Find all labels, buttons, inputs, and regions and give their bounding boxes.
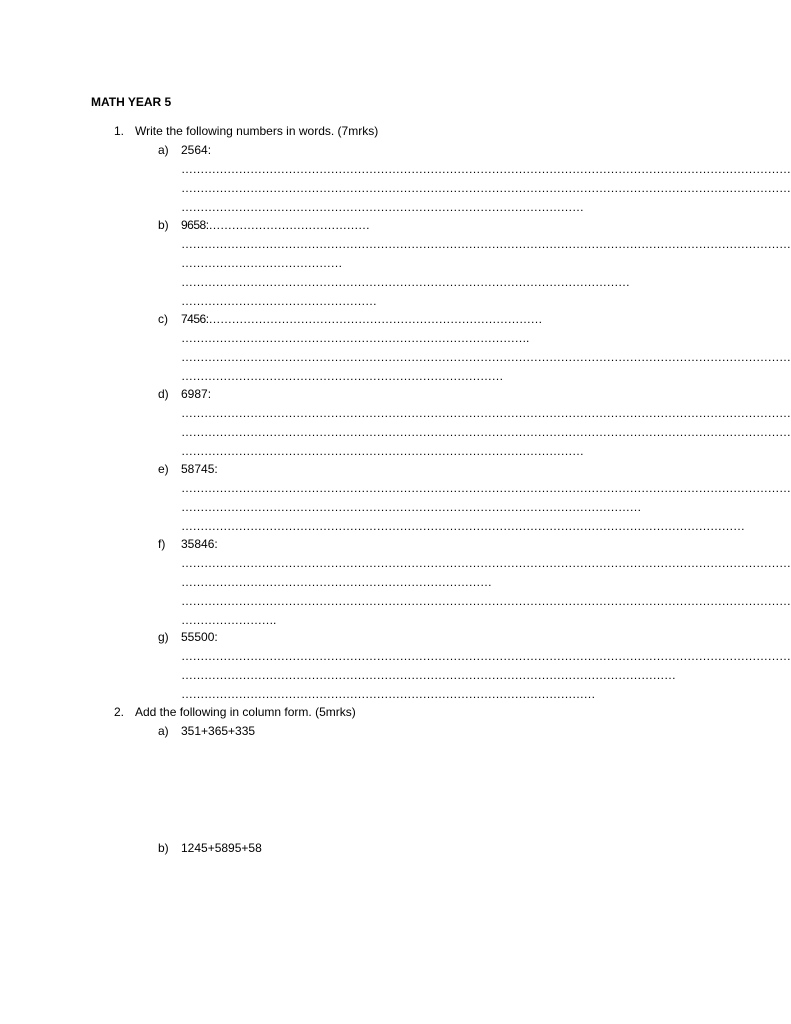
q1-number: 1.	[114, 124, 125, 138]
answer-line: ……………………………………………………………………………………………………………………………………………	[181, 556, 791, 570]
answer-line: ……………………………………………………………………………………………………………………………………………	[181, 481, 791, 495]
answer-line: ……………………………………………………………………………………………	[181, 444, 584, 458]
answer-line: ……………………………………………………………………………………………	[181, 200, 584, 214]
q1-text: Write the following numbers in words. (7mrks)	[135, 124, 379, 138]
q1-item-text: 7456:……………………………………………………………………………	[181, 312, 543, 326]
q1-item-label: d)	[158, 387, 169, 401]
answer-line: ……………………………………………………………………………………………………………………………………………	[181, 237, 791, 251]
q1-item-text: 58745:	[181, 462, 218, 476]
q1-item-label: a)	[158, 143, 169, 157]
q1-item-text: 2564:	[181, 143, 212, 157]
q2-item-label: a)	[158, 724, 169, 738]
answer-line: …………………………………………………………………………………………………………………	[181, 668, 676, 682]
q1-item-text: 35846:	[181, 537, 218, 551]
answer-line: ………………………………………………………………………………………………………	[181, 275, 630, 289]
q1-item-label: f)	[158, 537, 166, 551]
q1-item-text: 9658:……………………………………	[181, 218, 370, 232]
q1-item-label: c)	[158, 312, 168, 326]
q2-item-text: 1245+5895+58	[181, 841, 262, 855]
answer-line: ……………………………………………………………………………………………………………………………………………	[181, 594, 791, 608]
answer-line: ……………………………………………………………………………………………………………………………………………	[181, 406, 791, 420]
answer-line: ……………………………………………………………………………………………………………………………………………	[181, 425, 791, 439]
answer-line: …………………………………………………………………………………………………………………………………	[181, 519, 745, 533]
answer-line: ……………………………………	[181, 256, 342, 270]
q1-item-text: 55500:	[181, 630, 218, 644]
answer-line: …………………….	[181, 613, 276, 627]
answer-line: ……………………………………………	[181, 294, 377, 308]
q2-item-text: 351+365+335	[181, 724, 256, 738]
answer-line: ………………………………………………………………………	[181, 575, 492, 589]
answer-line: ……………………………………………………………………………………………………………………………………………	[181, 350, 791, 364]
answer-line: …………………………………………………………………………………………………………	[181, 500, 641, 514]
q1-item-text: 6987:	[181, 387, 212, 401]
answer-line: ……………………………………………………………………………….	[181, 331, 529, 345]
answer-line: …………………………………………………………………………	[181, 369, 503, 383]
q1-item-label: e)	[158, 462, 169, 476]
q2-number: 2.	[114, 705, 125, 719]
worksheet-title: MATH YEAR 5	[91, 95, 172, 109]
answer-line: ……………………………………………………………………………………………………………………………………………	[181, 649, 791, 663]
q2-text: Add the following in column form. (5mrks)	[135, 705, 356, 719]
q1-item-label: g)	[158, 630, 169, 644]
q1-item-label: b)	[158, 218, 169, 232]
q2-item-label: b)	[158, 841, 169, 855]
answer-line: ……………………………………………………………………………………………………………………………………………	[181, 162, 791, 176]
answer-line: ……………………………………………………………………………………………………………………………………………	[181, 181, 791, 195]
answer-line: ………………………………………………………………………………………………	[181, 687, 595, 701]
